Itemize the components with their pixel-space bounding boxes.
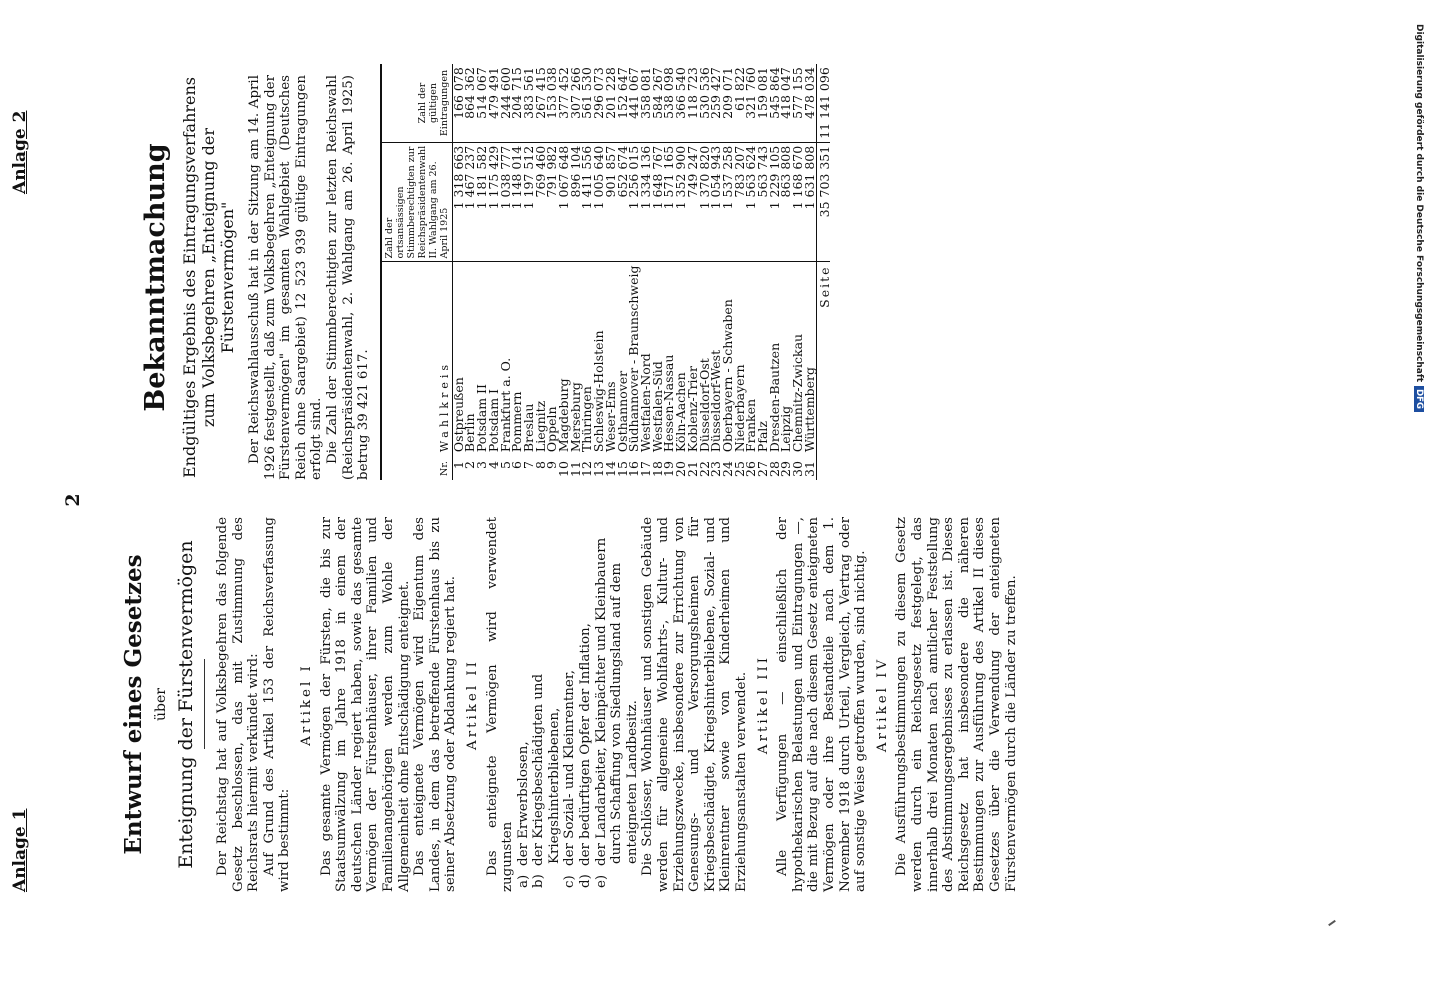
- stimmberechtigte-cell: 863 808: [780, 142, 792, 262]
- wahlkreis-name: Oberbayern - Schwaben: [719, 299, 735, 453]
- item-key: e): [593, 874, 609, 888]
- stimmberechtigte-cell: 1 175 429: [488, 142, 500, 262]
- artikel-2-item: [515, 517, 532, 888]
- wahlkreis-name: Leipzig: [778, 405, 794, 453]
- stimmberechtigte-cell: 896 104: [570, 142, 582, 262]
- anlage-1-label: Anlage 1: [10, 808, 30, 892]
- artikel-2-item: [531, 517, 562, 888]
- eintragungen-cell: 358 081: [640, 64, 652, 142]
- wahlkreis-name: Schleswig-Holstein: [591, 330, 607, 453]
- item-key: c): [562, 875, 578, 888]
- eintragungen-cell: 307 266: [570, 64, 582, 142]
- wahlkreis-name: Pfalz: [755, 421, 771, 453]
- stimmberechtigte-cell: 1 148 014: [511, 142, 523, 262]
- wahlkreis-name: Oppeln: [544, 406, 560, 453]
- eintragungen-cell: 561 530: [581, 64, 593, 142]
- eintragungen-cell: 152 647: [617, 64, 629, 142]
- divider: [204, 660, 205, 750]
- stimmberechtigte-cell: 1 334 136: [640, 142, 652, 262]
- stimmberechtigte-cell: 1 411 556: [581, 142, 593, 262]
- stimmberechtigte-cell: 1 229 105: [769, 142, 781, 262]
- eintragungen-cell: 441 067: [628, 64, 640, 142]
- eintragungen-cell: 259 427: [710, 64, 722, 142]
- bekanntmachung-text-1: Der Reichswahlausschuß hat in der Sitzung am 14. April 1926 festgestellt, daß zum Volksbegehren „Enteignung der Fürstenvermögen" im gesamten Wahlgebiet (Deutsches Reich ohne Saargebiet) 12 523 939 gültige Eintragungen erfolgt sind.: [247, 75, 325, 480]
- wahlkreis-nr: 12: [579, 461, 595, 477]
- eintragungen-cell: 321 760: [745, 64, 757, 142]
- artikel-1-text-2: Das enteignete Vermögen wird Eigentum des Landes, in dem das betreffende Fürstenhaus bis zu seiner Absetzung oder Abdankung regiert hat.: [412, 517, 459, 892]
- table-row: [745, 64, 757, 480]
- wahlkreis-nr: 15: [614, 461, 630, 477]
- wahlkreis-name: Dresden-Bautzen: [766, 342, 782, 453]
- wahlkreis-name: Berlin: [462, 413, 478, 453]
- wahlkreis-nr: 31: [801, 461, 817, 477]
- wahlkreis-nr: 9: [544, 461, 560, 470]
- wahlkreis-nr: 16: [626, 461, 642, 477]
- wahlkreis-nr: 23: [708, 461, 724, 477]
- wahlkreis-name: Niederbayern: [731, 364, 747, 453]
- sum-stimmberechtigte: 35 703 351: [816, 142, 830, 262]
- eintragungen-cell: 545 864: [769, 64, 781, 142]
- artikel-4-heading: Artikel IV: [874, 656, 890, 753]
- stimmberechtigte-cell: 1 256 015: [628, 142, 640, 262]
- wahlkreis-name: Köln-Aachen: [673, 372, 689, 453]
- wahlkreis-nr: 7: [520, 461, 536, 470]
- stimmberechtigte-cell: 1 563 624: [745, 142, 757, 262]
- eintragungen-cell: 530 536: [699, 64, 711, 142]
- wahlkreis-nr: 4: [485, 461, 501, 470]
- wahlkreis-nr: 14: [602, 461, 618, 477]
- eintragungen-cell: 418 047: [780, 64, 792, 142]
- eintragungen-cell: 118 723: [687, 64, 699, 142]
- eintragungen-cell: 478 034: [804, 64, 816, 142]
- artikel-1-heading: Artikel I: [298, 663, 314, 746]
- wahlkreis-name: Koblenz-Trier: [684, 366, 700, 453]
- eintragungen-cell: 538 098: [663, 64, 675, 142]
- eintragungen-cell: 201 228: [605, 64, 617, 142]
- wahlkreis-name: Westfalen-Nord: [638, 353, 653, 453]
- eintragungen-cell: 479 491: [488, 64, 500, 142]
- stimmberechtigte-cell: 1 054 943: [710, 142, 722, 262]
- eintragungen-cell: 577 155: [792, 64, 804, 142]
- eintragungen-cell: 159 081: [757, 64, 769, 142]
- stimmberechtigte-cell: 1 038 777: [500, 142, 512, 262]
- eintragungen-cell: 204 715: [511, 64, 523, 142]
- eintragungen-cell: 61 822: [734, 64, 746, 142]
- wahlkreis-name: Potsdam II: [474, 384, 490, 453]
- sum-label: Seite: [816, 265, 832, 308]
- wahlkreis-nr: 10: [556, 461, 572, 477]
- col-eintragungen-header: Zahl der gültigen Eintragungen: [381, 64, 453, 142]
- wahlkreis-nr: 17: [638, 461, 653, 477]
- item-key: a): [515, 874, 531, 888]
- wahlkreis-name: Chemnitz-Zwickau: [790, 333, 806, 453]
- anlage-2-label: Anlage 2: [10, 110, 30, 194]
- wahlkreis-nr: 22: [696, 461, 712, 477]
- eintragungen-cell: 296 073: [593, 64, 605, 142]
- col-nr-header: Nr.: [381, 455, 453, 480]
- eintragungen-cell: 383 561: [523, 64, 535, 142]
- wahlkreis-name: Potsdam I: [485, 389, 501, 453]
- wahlkreis-nr: 5: [497, 461, 513, 470]
- wahlkreis-nr: 26: [743, 461, 759, 477]
- wahlkreis-name: Südhannover - Braunschweig: [626, 265, 642, 453]
- artikel-3-heading: Artikel III: [755, 654, 771, 755]
- wahlkreis-name: Düsseldorf-Ost: [696, 358, 712, 453]
- item-key: d): [578, 874, 594, 888]
- item-key: b): [531, 874, 547, 888]
- stimmberechtigte-cell: 1 005 640: [593, 142, 605, 262]
- eintragungen-cell: 153 038: [546, 64, 558, 142]
- bekanntmachung-intro: Endgültiges Ergebnis des Eintragungsverfahrens zum Volksbegehren „Enteignung der Fürstenvermögen": [180, 76, 237, 479]
- stimmberechtigte-cell: 1 467 237: [464, 142, 476, 262]
- wahlkreis-nr: 1: [450, 461, 466, 470]
- stimmberechtigte-cell: 652 674: [617, 142, 629, 262]
- wahlkreis-nr: 13: [591, 461, 607, 477]
- stimmberechtigte-cell: 1 318 663: [452, 142, 464, 262]
- wahlkreis-nr: 19: [661, 461, 677, 477]
- item-text: der Erwerbslosen,: [515, 741, 531, 866]
- wahlkreis-name: Merseburg: [567, 382, 583, 453]
- artikel-2-heading: Artikel II: [464, 659, 480, 750]
- wahlkreis-nr: 6: [509, 461, 525, 470]
- stimmberechtigte-cell: 1 168 670: [792, 142, 804, 262]
- wahlkreis-nr: 3: [474, 461, 490, 470]
- stimmberechtigte-cell: 791 982: [546, 142, 558, 262]
- gesetzentwurf-column: [120, 517, 1019, 892]
- bekanntmachung-title: Bekanntmachung: [140, 143, 171, 412]
- artikel-1-text-1: Das gesamte Vermögen der Fürsten, die bis zur Staatsumwälzung im Jahre 1918 in einem der deutschen Länder regiert haben, sowie das gesamte Vermögen der Fürstenhäuser, ihrer Familien und Familienangehörigen werden zum Wohle der Allgemeinheit ohne Entschädigung enteignet.: [318, 517, 412, 892]
- ueber-text: über: [153, 688, 169, 721]
- stimmberechtigte-cell: 749 247: [687, 142, 699, 262]
- table-header-row: [381, 64, 453, 480]
- wahlkreis-nr: 25: [731, 461, 747, 477]
- stimmberechtigte-cell: 1 537 258: [722, 142, 734, 262]
- item-text: der Sozial- und Kleinrentner,: [562, 669, 578, 866]
- eintragungen-cell: 166 078: [452, 64, 464, 142]
- wahlkreis-name: Thüringen: [579, 386, 595, 453]
- artikel-4-text: Die Ausführungsbestimmungen zu diesem Gesetz werden durch ein Reichsgesetz festgelegt, das innerhalb drei Monaten nach amtlicher Feststellung des Abstimmungsergebnisses zu erlassen ist. Dieses Reichsgesetz hat insbesondere die näheren Bestimmungen zur Ausführung des Artikel II dieses Gesetzes über die Verwendung der enteigneten Fürstenvermögen durch die Länder zu treffen.: [894, 517, 1019, 892]
- eintragungen-cell: 864 362: [464, 64, 476, 142]
- artikel-2-text: Die Schlösser, Wohnhäuser und sonstigen Gebäude werden für allgemeine Wohlfahrts-, Kultur- und Erziehungszwecke, insbesondere zur Errichtung von Genesungs- und Versorgungsheimen für Kriegsbeschädigte, Kriegshinterbliebene, Sozial- und Kleinrentner sowie von Kinderheimen und Erziehungsanstalten verwendet.: [640, 517, 749, 892]
- stimmberechtigte-cell: 1 067 648: [558, 142, 570, 262]
- wahlkreis-name: Pommern: [509, 391, 525, 453]
- eintragungen-cell: 377 452: [558, 64, 570, 142]
- wahlkreis-name: Breslau: [520, 403, 536, 453]
- stimmberechtigte-cell: 1 631 808: [804, 142, 816, 262]
- footer-text: Digitalisierung gefördert durch die Deutsche Forschungsgemeinschaft: [1414, 24, 1424, 383]
- table-sum-row: [816, 64, 830, 480]
- wahlkreis-nr: 21: [684, 461, 700, 477]
- eintragungen-cell: 209 071: [722, 64, 734, 142]
- stimmberechtigte-cell: 1 197 512: [523, 142, 535, 262]
- wahlkreis-nr: 2: [462, 461, 478, 470]
- artikel-2-item: [562, 517, 578, 888]
- page-number: 2: [62, 493, 84, 507]
- table-body: [452, 64, 816, 480]
- artikel-2-item: [593, 517, 641, 888]
- wahlkreis-nr: 29: [778, 461, 794, 477]
- bekanntmachung-column: [140, 67, 832, 480]
- stimmberechtigte-cell: 901 857: [605, 142, 617, 262]
- eintragungen-cell: 244 600: [500, 64, 512, 142]
- wahlkreis-name: Frankfurt a. O.: [497, 357, 513, 453]
- eintragungen-cell: 267 415: [535, 64, 547, 142]
- wahlkreis-nr: 28: [766, 461, 782, 477]
- wahlkreis-nr: 30: [790, 461, 806, 477]
- wahlkreis-nr: 18: [649, 461, 665, 477]
- wahlkreis-name: Westfalen-Süd: [649, 361, 665, 453]
- col-wahlkreis-header: Wahlkreis: [381, 262, 453, 455]
- eintragungen-cell: 514 067: [476, 64, 488, 142]
- stimmberechtigte-cell: 783 207: [734, 142, 746, 262]
- table-row: [804, 64, 816, 480]
- preamble: Der Reichstag hat auf Volksbegehren das folgende Gesetz beschlossen, das mit Zustimmung des Reichsrats hiermit verkündet wird:: [215, 517, 262, 892]
- bekanntmachung-text-2: Die Zahl der Stimmberechtigten zur letzten Reichswahl (Reichspräsidentenwahl, 2. Wahlgang am 26. April 1925) betrug 39 421 617.: [324, 75, 372, 480]
- basis-text: Auf Grund des Artikel 153 der Reichsverfassung wird bestimmt:: [261, 517, 293, 892]
- ergebnis-table: [380, 64, 831, 480]
- wahlkreis-name: Liegnitz: [532, 400, 548, 453]
- stimmberechtigte-cell: 1 181 582: [476, 142, 488, 262]
- stimmberechtigte-cell: 1 648 767: [652, 142, 664, 262]
- wahlkreis-nr: 24: [719, 461, 735, 477]
- stimmberechtigte-cell: 769 460: [535, 142, 547, 262]
- sum-eintragungen: 11 141 096: [816, 64, 830, 142]
- stimmberechtigte-cell: 1 370 820: [699, 142, 711, 262]
- wahlkreis-name: Franken: [743, 398, 759, 453]
- wahlkreis-nr: 27: [755, 461, 771, 477]
- dfg-logo: DFG: [1414, 386, 1424, 412]
- digitization-footer: [1410, 12, 1424, 992]
- artikel-2-intro: Das enteignete Vermögen wird verwendet zugunsten: [484, 517, 516, 892]
- eintragungen-cell: 584 267: [652, 64, 664, 142]
- item-text: der Landarbeiter, Kleinpächter und Kleinbauern durch Schaffung von Siedlungsland auf dem enteigneten Landbesitz.: [593, 537, 640, 866]
- col-stimmberechtigte-header: Zahl der ortsansässigen Stimmberechtigten zur Reichspräsidentenwahl II. Wahlgang am 26. April 1925: [381, 142, 453, 262]
- eintragungen-cell: 366 540: [675, 64, 687, 142]
- artikel-3-text: Alle Verfügungen — einschließlich der hypothekarischen Belastungen und Eintragungen —, die mit Bezug auf die nach diesem Gesetz enteigneten Vermögen oder ihre Bestandteile nach dem 1. November 1918 durch Urteil, Vergleich, Vertrag oder auf sonstige Weise getroffen wurden, sind nichtig.: [775, 517, 869, 892]
- item-text: der Kriegsbeschädigten und Kriegshinterbliebenen,: [531, 673, 562, 866]
- wahlkreis-nr: 8: [532, 461, 548, 470]
- stimmberechtigte-cell: 563 743: [757, 142, 769, 262]
- wahlkreis-nr: 11: [567, 461, 583, 477]
- artikel-2-item: [578, 517, 594, 888]
- entwurf-title: Entwurf eines Gesetzes: [120, 554, 147, 855]
- entwurf-subtitle: Enteignung der Fürstenvermögen: [175, 540, 197, 869]
- wahlkreis-name: Düsseldorf-West: [708, 349, 724, 453]
- wahlkreis-name: Magdeburg: [556, 378, 572, 453]
- stimmberechtigte-cell: 1 352 900: [675, 142, 687, 262]
- wahlkreis-name: Hessen-Nassau: [661, 354, 677, 453]
- wahlkreis-name: Osthannover: [614, 370, 630, 453]
- item-text: der bedürftigen Opfer der Inflation,: [578, 623, 594, 866]
- wahlkreis-nr: 20: [673, 461, 689, 477]
- wahlkreis-name: Ostpreußen: [450, 377, 466, 453]
- wahlkreis-name: Württemberg: [801, 367, 817, 453]
- stimmberechtigte-cell: 1 571 165: [663, 142, 675, 262]
- wahlkreis-name: Weser-Ems: [602, 381, 618, 453]
